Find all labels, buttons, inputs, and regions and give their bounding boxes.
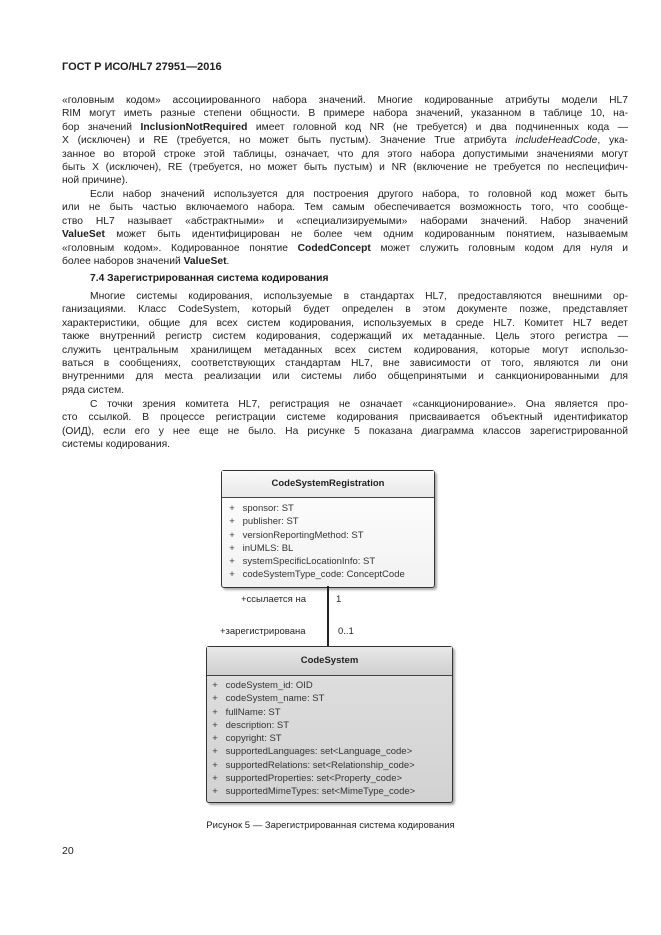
class-attribute bbox=[207, 732, 452, 745]
class-attribute bbox=[207, 719, 452, 732]
text-segment: RIM могут иметь разные степени общности. В примере набора значений, указанном в таблице 10, на- bbox=[62, 108, 628, 120]
class-attribute bbox=[224, 568, 434, 581]
attribute-text: supportedRelations: set<Relationship_code> bbox=[225, 759, 415, 771]
text-segment: ваться в сообщениях, соответствующих стандартам HL7, вне зависимости от того, являются ли они bbox=[62, 358, 628, 369]
text-segment: X (исключен) и RE (требуется, но может быть пустым). Значение True атрибута bbox=[62, 135, 516, 147]
text-line bbox=[62, 438, 628, 451]
class-attribute bbox=[207, 745, 452, 758]
attribute-text: supportedLanguages: set<Language_code> bbox=[225, 746, 413, 758]
text-segment: (ОИД), если его у нее еще не было. На рисунке 5 показана диаграмма классов зарегистрированной bbox=[62, 425, 628, 437]
class-attribute bbox=[224, 502, 434, 515]
visibility-marker: + bbox=[229, 569, 235, 581]
text-segment: служить центральным хранилищем метаданных всех систем кодирования, которые могут использо- bbox=[62, 344, 628, 356]
association-line bbox=[327, 586, 329, 646]
text-segment: ValueSet bbox=[62, 229, 105, 241]
text-segment: может быть идентифицирован не более чем одним кодированным понятием, называемым bbox=[104, 229, 628, 241]
text-segment: . bbox=[226, 256, 230, 267]
text-segment: «головным кодом». Кодированное понятие bbox=[62, 242, 298, 254]
document-header: ГОСТ Р ИСО/HL7 27951—2016 bbox=[62, 61, 222, 73]
text-line bbox=[62, 303, 628, 316]
visibility-marker: + bbox=[212, 706, 218, 718]
text-segment: занное во второй строке этой таблицы, означает, что для этого набора допустимыми значениями могут bbox=[62, 148, 628, 160]
class-attribute bbox=[207, 772, 452, 785]
text-line bbox=[62, 330, 628, 343]
text-line bbox=[62, 384, 628, 397]
text-segment: системы кодирования. bbox=[62, 439, 171, 451]
text-segment: «головным кодом» ассоциированного набора значений. Многие кодированные атрибуты модели HL7 bbox=[62, 95, 628, 106]
text-segment: может служить головным кодом для нуля и bbox=[370, 242, 628, 254]
visibility-marker: + bbox=[229, 516, 235, 528]
page-number: 20 bbox=[62, 845, 74, 857]
role-label-top: +ссылается на bbox=[241, 594, 306, 605]
text-segment: ной причине). bbox=[62, 175, 128, 187]
text-segment: Если набор значений используется для построения другого набора, то головной код может быть bbox=[90, 189, 628, 200]
attribute-text: codeSystem_id: OID bbox=[225, 680, 313, 691]
visibility-marker: + bbox=[212, 693, 218, 705]
text-line bbox=[62, 148, 628, 161]
visibility-marker: + bbox=[212, 786, 218, 798]
class-attribute bbox=[207, 706, 452, 719]
text-segment: имеет головной код NR (не требуется) и два подчиненных кода — bbox=[247, 121, 628, 133]
class-attribute bbox=[207, 692, 452, 705]
text-line bbox=[62, 121, 628, 134]
attribute-text: publisher: ST bbox=[242, 516, 299, 528]
text-segment: includeHeadCode bbox=[515, 135, 598, 147]
text-segment: внутренними для места реализации или системы либо общепринятыми и санкционированными для bbox=[62, 371, 628, 383]
text-line bbox=[62, 255, 628, 268]
visibility-marker: + bbox=[229, 529, 235, 541]
attribute-text: systemSpecificLocationInfo: ST bbox=[242, 556, 376, 568]
attribute-text: versionReportingMethod: ST bbox=[242, 529, 364, 541]
text-segment: ганизациями. Класс CodeSystem, который будет определен в этом документе позже, представляет bbox=[62, 304, 628, 316]
class-attribute bbox=[207, 759, 452, 772]
text-line bbox=[62, 174, 628, 187]
text-line bbox=[62, 201, 628, 214]
class-attribute bbox=[207, 679, 452, 692]
visibility-marker: + bbox=[212, 759, 218, 771]
text-line bbox=[90, 398, 628, 411]
text-line bbox=[62, 425, 628, 438]
visibility-marker: + bbox=[212, 733, 218, 745]
attribute-text: codeSystemType_code: ConceptCode bbox=[242, 569, 405, 581]
attribute-text: description: ST bbox=[225, 719, 290, 731]
text-segment: ство HL7 называет «абстрактными» и «специализируемыми» наборами значений. Набор значений bbox=[62, 215, 628, 227]
class-attribute bbox=[224, 515, 434, 528]
visibility-marker: + bbox=[229, 542, 235, 554]
text-segment: CodedConcept bbox=[297, 242, 371, 254]
attribute-list bbox=[222, 498, 434, 582]
text-line bbox=[90, 290, 628, 303]
attribute-text: sponsor: ST bbox=[242, 503, 294, 514]
text-line bbox=[62, 357, 628, 370]
visibility-marker: + bbox=[212, 680, 218, 691]
class-codesystemregistration bbox=[221, 470, 435, 588]
attribute-text: copyright: ST bbox=[225, 733, 282, 745]
class-name: CodeSystem bbox=[207, 647, 452, 676]
class-attribute bbox=[224, 529, 434, 542]
visibility-marker: + bbox=[229, 556, 235, 568]
class-name: CodeSystemRegistration bbox=[222, 471, 434, 498]
figure-caption: Рисунок 5 — Зарегистрированная система кодирования bbox=[206, 820, 455, 831]
text-line bbox=[62, 317, 628, 330]
text-segment: сто ссылкой. В процессе регистрации системе кодирования присваивается объектный идентификатор bbox=[62, 412, 628, 424]
section-heading: 7.4 Зарегистрированная система кодирования bbox=[90, 273, 329, 284]
text-line bbox=[62, 370, 628, 383]
class-attribute bbox=[224, 542, 434, 555]
text-segment: ряда систем. bbox=[62, 384, 125, 396]
multiplicity-bottom: 0..1 bbox=[338, 626, 354, 637]
text-segment: , ука- bbox=[597, 135, 628, 147]
class-attribute bbox=[224, 555, 434, 568]
attribute-text: supportedProperties: set<Property_code> bbox=[225, 773, 403, 785]
text-line bbox=[90, 188, 628, 201]
class-codesystem bbox=[206, 646, 453, 803]
class-attribute bbox=[207, 785, 452, 798]
visibility-marker: + bbox=[212, 746, 218, 758]
text-segment: С точки зрения комитета HL7, регистрация не означает «санкционирование». Она является про- bbox=[90, 399, 628, 410]
role-label-bottom: +зарегистрирована bbox=[220, 626, 306, 637]
text-segment: бор значений bbox=[62, 121, 141, 133]
text-line bbox=[62, 228, 628, 241]
text-line bbox=[62, 242, 628, 255]
text-line bbox=[62, 161, 628, 174]
attribute-text: codeSystem_name: ST bbox=[225, 693, 325, 705]
text-segment: быть X (исключен), RE (требуется, но может быть пустым) и NR (включение не требуется по неспецифич- bbox=[62, 162, 628, 173]
text-segment: более наборов значений bbox=[62, 256, 184, 267]
text-line bbox=[62, 411, 628, 424]
attribute-text: fullName: ST bbox=[225, 706, 281, 718]
text-segment: характеристики, общие для всех систем кодирования, используемых в среде HL7. Комитет HL7 ведет bbox=[62, 317, 628, 329]
text-segment: или не быть частью включаемого набора. Тем самым обеспечивается возможность того, что сообще- bbox=[62, 202, 628, 214]
attribute-list bbox=[207, 676, 452, 799]
visibility-marker: + bbox=[212, 773, 218, 785]
attribute-text: supportedMimeTypes: set<MimeType_code> bbox=[225, 786, 416, 798]
text-line bbox=[62, 344, 628, 357]
text-line bbox=[62, 134, 628, 147]
text-segment: Многие системы кодирования, используемые в стандартах HL7, предоставляются внешними ор- bbox=[90, 291, 628, 302]
text-line bbox=[62, 94, 628, 107]
text-line bbox=[62, 107, 628, 120]
multiplicity-top: 1 bbox=[336, 594, 342, 605]
visibility-marker: + bbox=[229, 503, 235, 514]
text-segment: ValueSet bbox=[183, 256, 227, 267]
text-segment: InclusionNotRequired bbox=[140, 121, 248, 133]
text-line bbox=[62, 215, 628, 228]
visibility-marker: + bbox=[212, 719, 218, 731]
attribute-text: inUMLS: BL bbox=[242, 542, 294, 554]
text-segment: также внутренний регистр систем кодирования, содержащий их метаданные. Цель этого регистра — bbox=[62, 331, 628, 343]
